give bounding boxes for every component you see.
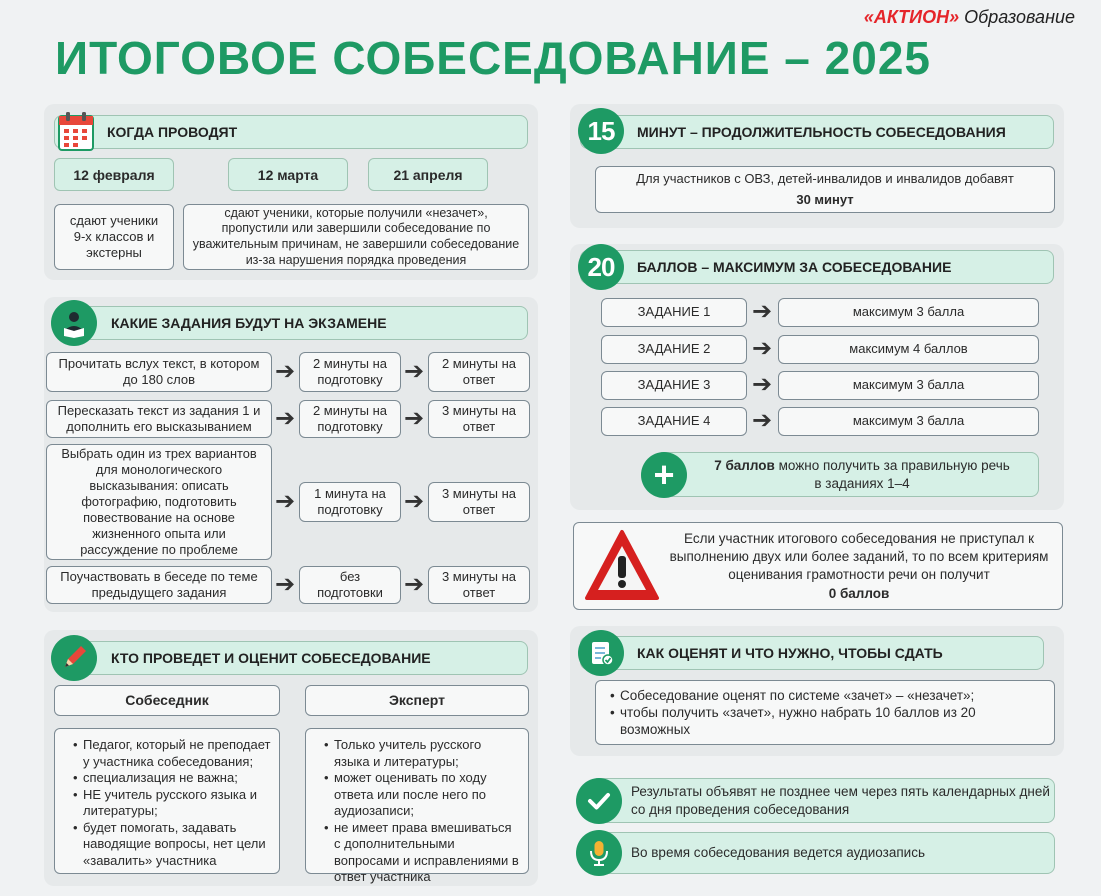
duration-number: 15 bbox=[578, 108, 624, 154]
bonus-box bbox=[655, 452, 1039, 497]
arrow-right-icon: ➔ bbox=[274, 405, 296, 432]
expert-item: • может оценивать по ходу ответа или после него по аудиозаписи; bbox=[324, 770, 520, 820]
duration-note: Для участников с ОВЗ, детей-инвалидов и инвалидов добавят bbox=[636, 171, 1014, 187]
points-max-4: максимум 3 балла bbox=[778, 407, 1039, 436]
logo-sub: Образование bbox=[964, 7, 1075, 27]
points-task-1: ЗАДАНИЕ 1 bbox=[601, 298, 747, 327]
arrow-right-icon: ➔ bbox=[403, 405, 425, 432]
results-text: Результаты объявят не позднее чем через пять календарных дней со дня проведения собеседования bbox=[631, 783, 1050, 817]
points-task-4: ЗАДАНИЕ 4 bbox=[601, 407, 747, 436]
results-box bbox=[590, 778, 1055, 823]
task-3-prep: 1 минута на подготовку bbox=[299, 482, 401, 522]
task-4-prep: без подготовки bbox=[299, 566, 401, 604]
tasks-header bbox=[54, 306, 528, 340]
interlocutor-title: Собеседник bbox=[54, 685, 280, 716]
arrow-right-icon: ➔ bbox=[274, 488, 296, 515]
duration-extra: 30 минут bbox=[796, 191, 854, 207]
points-task-2: ЗАДАНИЕ 2 bbox=[601, 335, 747, 364]
grading-list bbox=[595, 680, 1055, 745]
calendar-icon bbox=[56, 110, 96, 154]
bonus-line2: в заданиях 1–4 bbox=[814, 475, 910, 491]
task-1-text: Прочитать вслух текст, в котором до 180 слов bbox=[46, 352, 272, 392]
arrow-right-icon: ➔ bbox=[751, 335, 773, 362]
page-title: ИТОГОВОЕ СОБЕСЕДОВАНИЕ – 2025 bbox=[55, 32, 932, 84]
points-number: 20 bbox=[578, 244, 624, 290]
warning-text: Если участник итогового собеседования не приступал к выполнению двух или более заданий, то по всем критериям оценивания грамотности речи он получит bbox=[669, 531, 1049, 583]
interlocutor-item: • НЕ учитель русского языка и литературы; bbox=[73, 787, 271, 820]
duration-header-label: МИНУТ – ПРОДОЛЖИТЕЛЬНОСТЬ СОБЕСЕДОВАНИЯ bbox=[637, 124, 1006, 140]
expert-title: Эксперт bbox=[305, 685, 529, 716]
warning-strong: 0 баллов bbox=[828, 585, 890, 601]
points-task-3: ЗАДАНИЕ 3 bbox=[601, 371, 747, 400]
arrow-right-icon: ➔ bbox=[751, 407, 773, 434]
logo-brand: «АКТИОН» bbox=[863, 7, 960, 27]
points-max-3: максимум 3 балла bbox=[778, 371, 1039, 400]
when-desc-2: сдают ученики, которые получили «незачет», пропустили или завершили собеседование по уважительным причинам, не завершили собеседование из-за нарушения порядка проведения bbox=[183, 204, 529, 270]
when-desc-1: сдают ученики 9-х классов и экстерны bbox=[54, 204, 174, 270]
audio-box bbox=[590, 832, 1055, 874]
arrow-right-icon: ➔ bbox=[751, 371, 773, 398]
audio-text: Во время собеседования ведется аудиозапись bbox=[631, 845, 926, 861]
arrow-right-icon: ➔ bbox=[403, 358, 425, 385]
points-max-1: максимум 3 балла bbox=[778, 298, 1039, 327]
bonus-strong: 7 баллов bbox=[714, 457, 775, 473]
warning-icon bbox=[583, 526, 661, 604]
task-2-text: Пересказать текст из задания 1 и дополнить его высказыванием bbox=[46, 400, 272, 438]
document-check-icon bbox=[578, 630, 624, 676]
points-header-label: БАЛЛОВ – МАКСИМУМ ЗА СОБЕСЕДОВАНИЕ bbox=[637, 259, 952, 275]
tasks-header-label: КАКИЕ ЗАДАНИЯ БУДУТ НА ЭКЗАМЕНЕ bbox=[111, 315, 387, 331]
arrow-right-icon: ➔ bbox=[403, 571, 425, 598]
bonus-rest: можно получить за правильную речь bbox=[774, 457, 1010, 473]
points-max-2: максимум 4 баллов bbox=[778, 335, 1039, 364]
task-3-text: Выбрать один из трех вариантов для монологического высказывания: описать фотографию, подготовить повествование на основе жизненного опыта или рассуждение по проблеме bbox=[46, 444, 272, 560]
interlocutor-item: • Педагог, который не преподает у участника собеседования; bbox=[73, 737, 271, 770]
interlocutor-item: • будет помогать, задавать наводящие вопросы, нет цели «завалить» участника bbox=[73, 820, 271, 870]
who-header bbox=[54, 641, 528, 675]
task-1-prep: 2 минуты на подготовку bbox=[299, 352, 401, 392]
task-2-answer: 3 минуты на ответ bbox=[428, 400, 530, 438]
task-4-answer: 3 минуты на ответ bbox=[428, 566, 530, 604]
actionlogo bbox=[864, 6, 1075, 28]
expert-item: • Только учитель русского языка и литературы; bbox=[324, 737, 520, 770]
expert-list bbox=[305, 728, 529, 884]
task-4-text: Поучаствовать в беседе по теме предыдущего задания bbox=[46, 566, 272, 604]
task-2-prep: 2 минуты на подготовку bbox=[299, 400, 401, 438]
arrow-right-icon: ➔ bbox=[274, 571, 296, 598]
arrow-right-icon: ➔ bbox=[403, 488, 425, 515]
date-apr: 21 апреля bbox=[368, 158, 488, 191]
interlocutor-item: • специализация не важна; bbox=[73, 770, 271, 787]
plus-icon: + bbox=[641, 452, 687, 498]
duration-note-box bbox=[595, 166, 1055, 213]
arrow-right-icon: ➔ bbox=[751, 298, 773, 325]
microphone-icon bbox=[576, 830, 622, 876]
warning-text-block bbox=[664, 530, 1054, 606]
when-header-label: КОГДА ПРОВОДЯТ bbox=[107, 124, 238, 140]
when-header bbox=[54, 115, 528, 149]
task-1-answer: 2 минуты на ответ bbox=[428, 352, 530, 392]
task-3-answer: 3 минуты на ответ bbox=[428, 482, 530, 522]
date-mar: 12 марта bbox=[228, 158, 348, 191]
expert-item: • не имеет права вмешиваться с дополнительными вопросами и исправлениями в ответ участника bbox=[324, 820, 520, 886]
grading-item: • чтобы получить «зачет», нужно набрать 10 баллов из 20 возможных bbox=[610, 704, 1046, 738]
student-reading-icon bbox=[51, 300, 97, 346]
checkmark-icon bbox=[576, 778, 622, 824]
pencil-icon bbox=[51, 635, 97, 681]
grading-item: • Собеседование оценят по системе «зачет» – «незачет»; bbox=[610, 687, 1046, 704]
duration-header bbox=[580, 115, 1054, 149]
points-header bbox=[580, 250, 1054, 284]
who-header-label: КТО ПРОВЕДЕТ И ОЦЕНИТ СОБЕСЕДОВАНИЕ bbox=[111, 650, 431, 666]
grading-header-label: КАК ОЦЕНЯТ И ЧТО НУЖНО, ЧТОБЫ СДАТЬ bbox=[637, 645, 943, 661]
arrow-right-icon: ➔ bbox=[274, 358, 296, 385]
date-feb: 12 февраля bbox=[54, 158, 174, 191]
interlocutor-list bbox=[54, 728, 280, 874]
grading-header bbox=[580, 636, 1044, 670]
